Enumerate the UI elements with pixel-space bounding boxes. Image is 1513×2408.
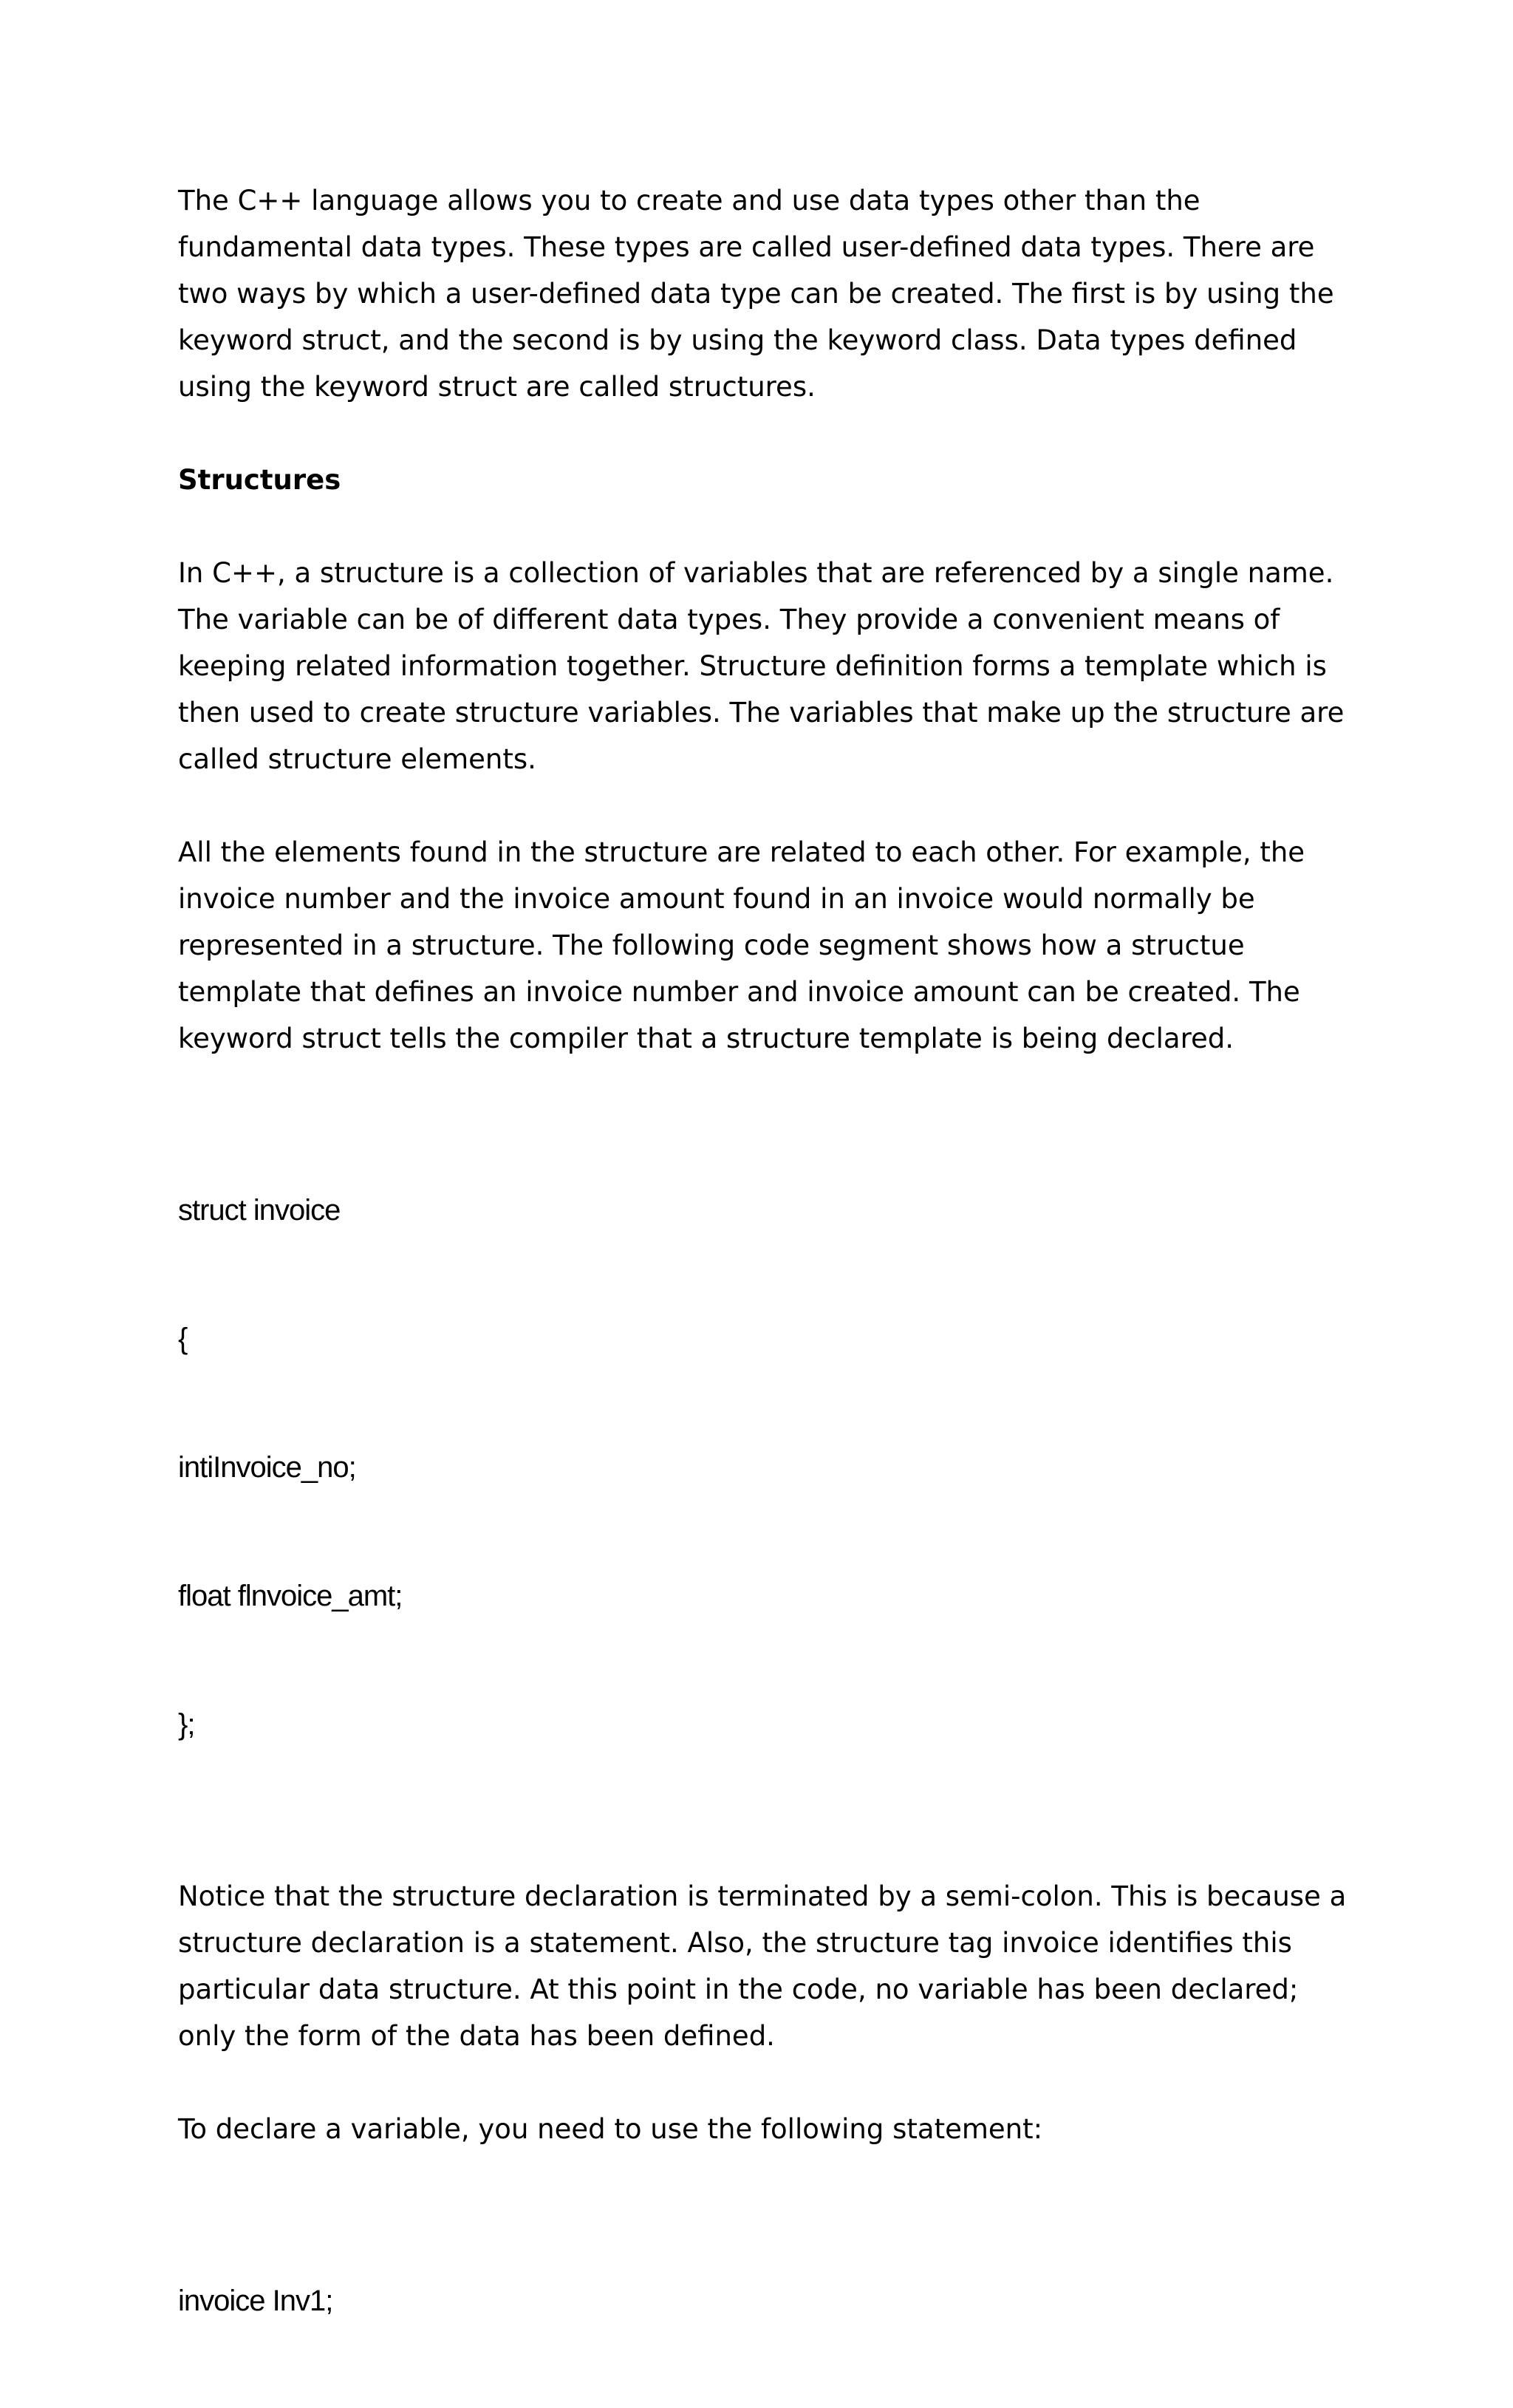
code-line: { xyxy=(178,1323,188,1355)
text-line: The variable can be of different data types. They provide a convenient means of xyxy=(178,604,1280,635)
code-line: }; xyxy=(178,1708,195,1741)
text-line: structure declaration is a statement. Also, the structure tag invoice identifies this xyxy=(178,1927,1292,1959)
notice-paragraph xyxy=(178,1873,1345,2059)
text-line: In C++, a structure is a collection of variables that are referenced by a single name. xyxy=(178,557,1334,589)
text-line: keyword struct, and the second is by using the keyword class. Data types defined xyxy=(178,324,1297,356)
code-line: intiInvoice_no; xyxy=(178,1451,356,1484)
text-line: All the elements found in the structure are related to each other. For example, the xyxy=(178,836,1305,868)
spacer xyxy=(178,2059,1345,2106)
spacer xyxy=(178,1062,1345,1103)
text-line: template that defines an invoice number and invoice amount can be created. The xyxy=(178,976,1300,1008)
section-heading: Structures xyxy=(178,464,341,496)
example-paragraph xyxy=(178,829,1345,1062)
text-line: only the form of the data has been defined. xyxy=(178,2020,775,2052)
text-line: keeping related information together. Structure definition forms a template which is xyxy=(178,650,1327,682)
text-line: Notice that the structure declaration is terminated by a semi-colon. This is because a xyxy=(178,1880,1347,1912)
text-line: invoice number and the invoice amount found in an invoice would normally be xyxy=(178,883,1255,915)
spacer xyxy=(178,782,1345,829)
text-line: using the keyword struct are called structures. xyxy=(178,371,816,403)
text-line: particular data structure. At this point in the code, no variable has been declared; xyxy=(178,1974,1299,2005)
text-line: The C++ language allows you to create and use data types other than the xyxy=(178,185,1201,216)
declare-paragraph xyxy=(178,2106,1345,2152)
code-block-struct xyxy=(178,1103,1345,1832)
document-body xyxy=(178,177,1345,2408)
spacer xyxy=(178,2152,1345,2194)
spacer xyxy=(178,1832,1345,1873)
text-line: To declare a variable, you need to use the following statement: xyxy=(178,2113,1043,2145)
spacer xyxy=(178,410,1345,457)
code-block-declaration xyxy=(178,2194,1345,2408)
text-line: represented in a structure. The following code segment shows how a structue xyxy=(178,930,1245,961)
code-line: invoice Inv1; xyxy=(178,2285,333,2317)
text-line: two ways by which a user-defined data type can be created. The first is by using the xyxy=(178,278,1334,310)
text-line: fundamental data types. These types are called user-defined data types. There are xyxy=(178,231,1315,263)
code-line: float flnvoice_amt; xyxy=(178,1580,403,1612)
text-line: called structure elements. xyxy=(178,743,536,775)
text-line: then used to create structure variables. The variables that make up the structure are xyxy=(178,697,1345,729)
code-line: struct invoice xyxy=(178,1194,341,1227)
spacer xyxy=(178,503,1345,550)
structure-definition-paragraph xyxy=(178,550,1345,782)
intro-paragraph xyxy=(178,177,1345,410)
text-line: keyword struct tells the compiler that a structure template is being declared. xyxy=(178,1023,1234,1054)
